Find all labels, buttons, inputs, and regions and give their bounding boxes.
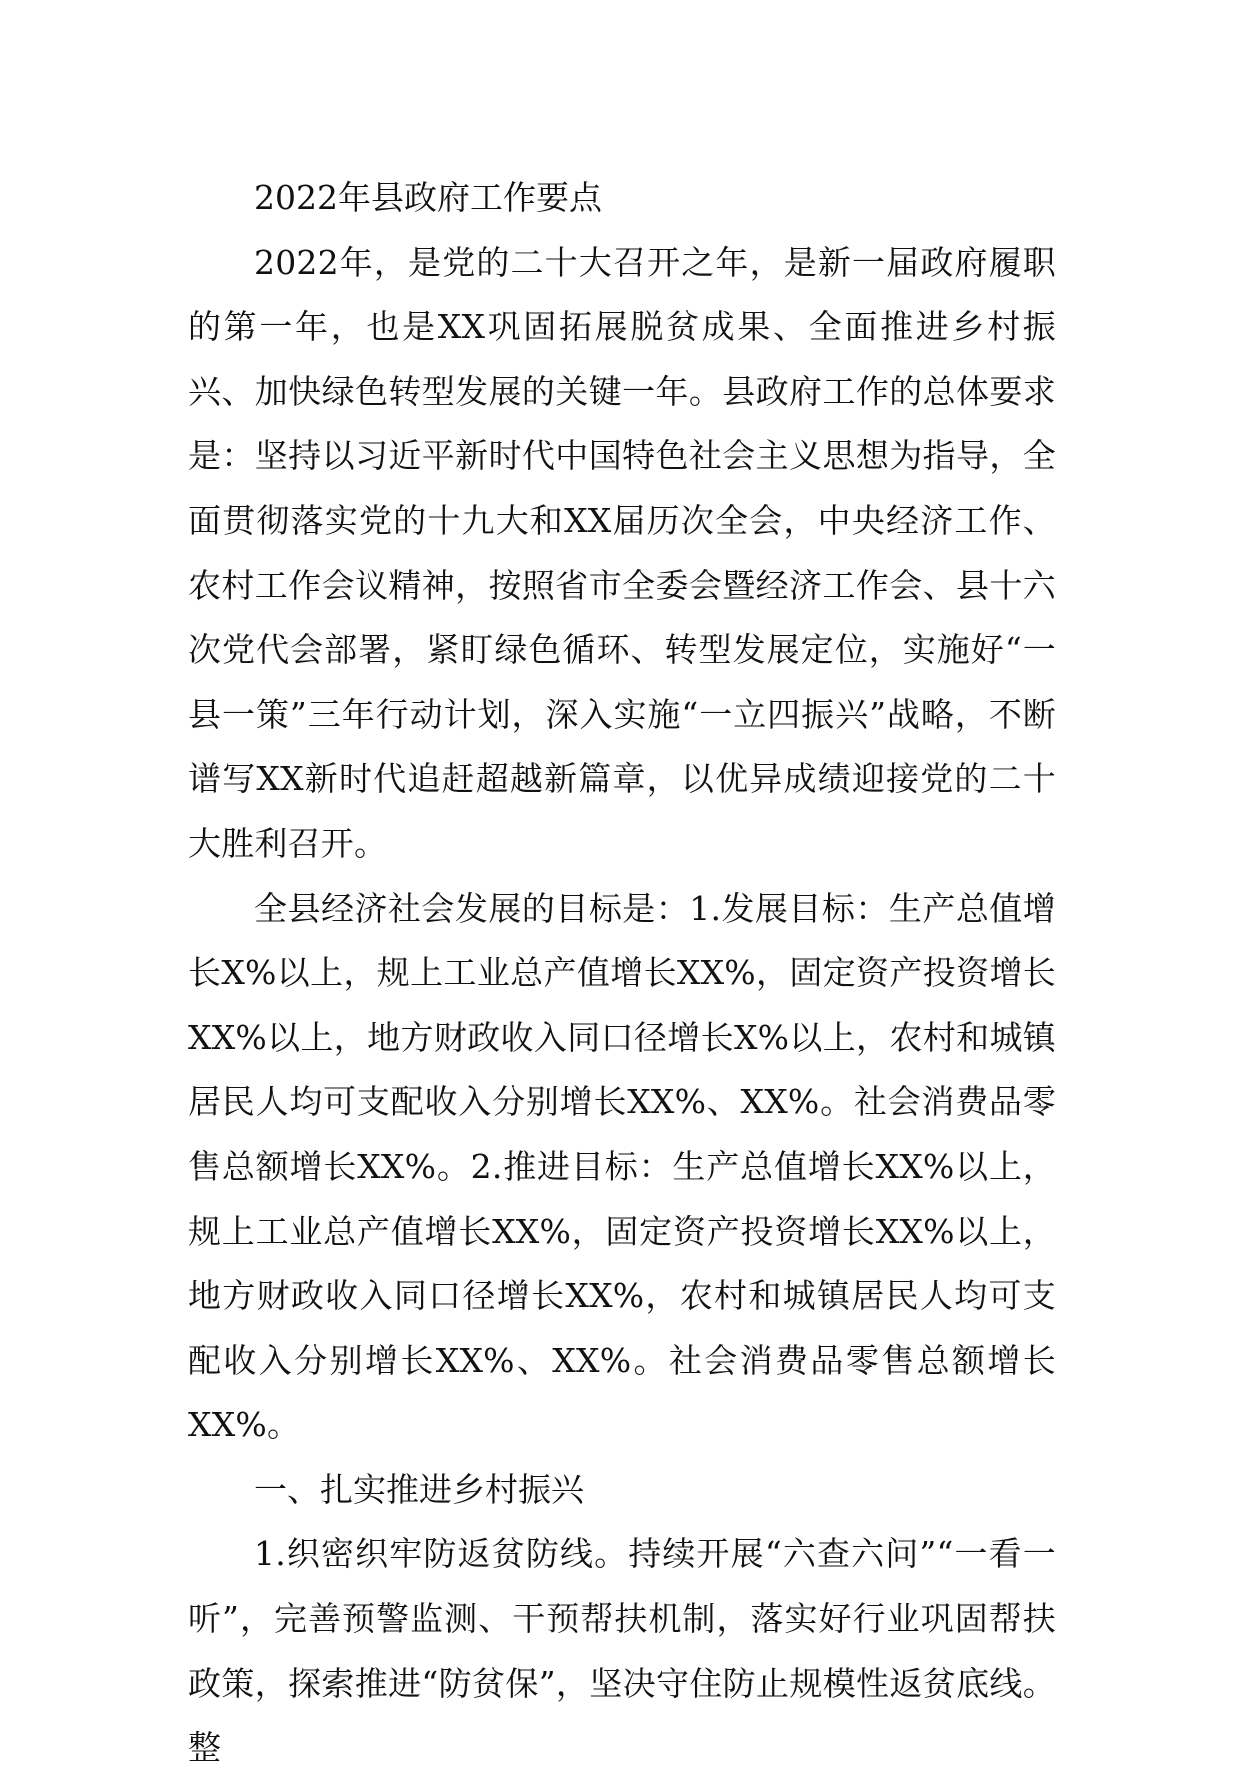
paragraph-item-1: 1.织密织牢防返贫防线。持续开展“六查六问”“一看一听”，完善预警监测、干预帮扶机制，落实好行业巩固帮扶政策，探索推进“防贫保”，坚决守住防止规模性返贫底线。整 [188,1534,1056,1768]
document-body [188,166,1056,1781]
section-heading-1: 一、扎实推进乡村振兴 [254,1469,584,1509]
paragraph-intro: 2022年，是党的二十大召开之年，是新一届政府履职的第一年，也是XX巩固拓展脱贫成果、全面推进乡村振兴、加快绿色转型发展的关键一年。县政府工作的总体要求是：坚持以习近平新时代中国特色社会主义思想为指导，全面贯彻落实党的十九大和XX届历次全会，中央经济工作、农村工作会议精神，按照省市全委会暨经济工作会、县十六次党代会部署，紧盯绿色循环、转型发展定位，实施好“一县一策”三年行动计划，深入实施“一立四振兴”战略，不断谱写XX新时代追赶超越新篇章，以优异成绩迎接党的二十大胜利召开。 [188,242,1056,863]
document-title: 2022年县政府工作要点 [254,178,602,217]
paragraph-targets: 全县经济社会发展的目标是：1.发展目标：生产总值增长X%以上，规上工业总产值增长XX%，固定资产投资增长XX%以上，地方财政收入同口径增长X%以上，农村和城镇居民人均可支配收入分别增长XX%、XX%。社会消费品零售总额增长XX%。2.推进目标：生产总值增长XX%以上，规上工业总产值增长XX%，固定资产投资增长XX%以上，地方财政收入同口径增长XX%，农村和城镇居民人均可支配收入分别增长XX%、XX%。社会消费品零售总额增长XX%。 [188,888,1056,1445]
